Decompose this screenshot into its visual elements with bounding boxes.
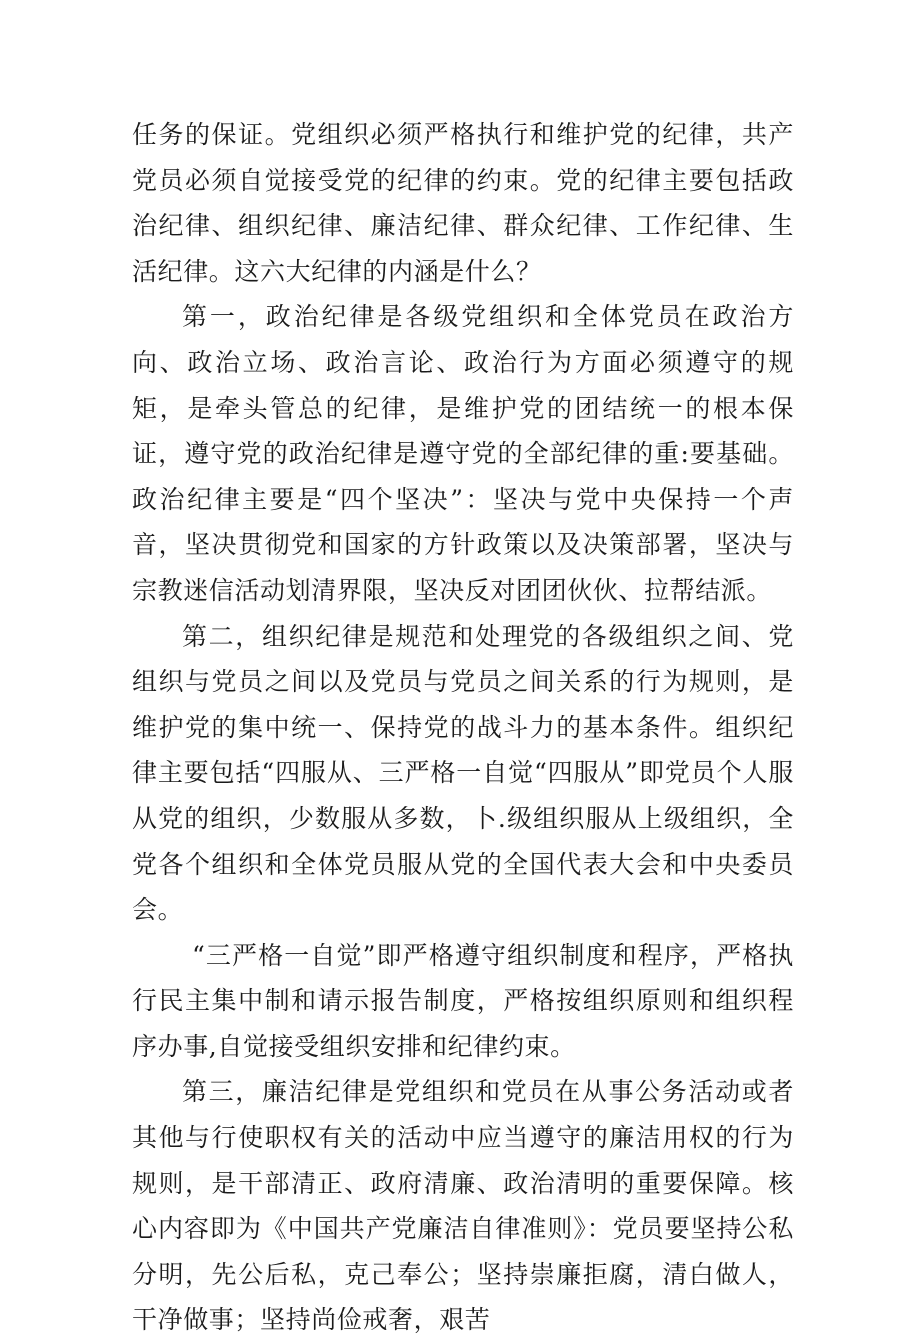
- paragraph-organizational-discipline: 第二，组织纪律是规范和处理党的各级组织之间、党组织与党员之间以及党员与党员之间关系的行为规则，是维护党的集中统一、保持党的战斗力的基本条件。组织纪律主要包括“四服从、三严格一自觉“四服从”即党员个人服从党的组织，少数服从多数，卜.级组织服从上级组织，全党各个组织和全体党员服从党的全国代表大会和中央委员会。: [132, 621, 794, 925]
- document-page: [132, 112, 794, 1343]
- paragraph-political-discipline: 第一，政治纪律是各级党组织和全体党员在政治方向、政治立场、政治言论、政治行为方面必须遵守的规矩，是牵头管总的纪律，是维护党的团结统一的根本保证，遵守党的政治纪律是遵守党的全部纪律的重:要基础。政治纪律主要是“四个坚决”：坚决与党中央保持一个声音，坚决贯彻党和国家的方针政策以及决策部署，坚决与宗教迷信活动划清界限，坚决反对团团伙伙、拉帮结派。: [132, 302, 794, 605]
- paragraph-intro: 任务的保证。党组织必须严格执行和维护党的纪律，共产党员必须自觉接受党的纪律的约束。党的纪律主要包括政治纪律、组织纪律、廉洁纪律、群众纪律、工作纪律、生活纪律。这六大纪律的内涵是什么？: [132, 120, 794, 286]
- paragraph-integrity-discipline: 第三，廉洁纪律是党组织和党员在从事公务活动或者其他与行使职权有关的活动中应当遵守的廉洁用权的行为规则，是干部清正、政府清廉、政治清明的重要保障。核心内容即为《中国共产党廉洁自律准则》：党员要坚持公私分明，先公后私，克己奉公；坚持崇廉拒腐，清白做人，干净做事；坚持尚俭戒奢，艰苦: [132, 1077, 794, 1335]
- paragraph-three-strict-one-conscious: “三严格一自觉”即严格遵守组织制度和程序，严格执行民主集中制和请示报告制度，严格按组织原则和组织程序办事,自觉接受组织安排和纪律约束。: [132, 940, 794, 1061]
